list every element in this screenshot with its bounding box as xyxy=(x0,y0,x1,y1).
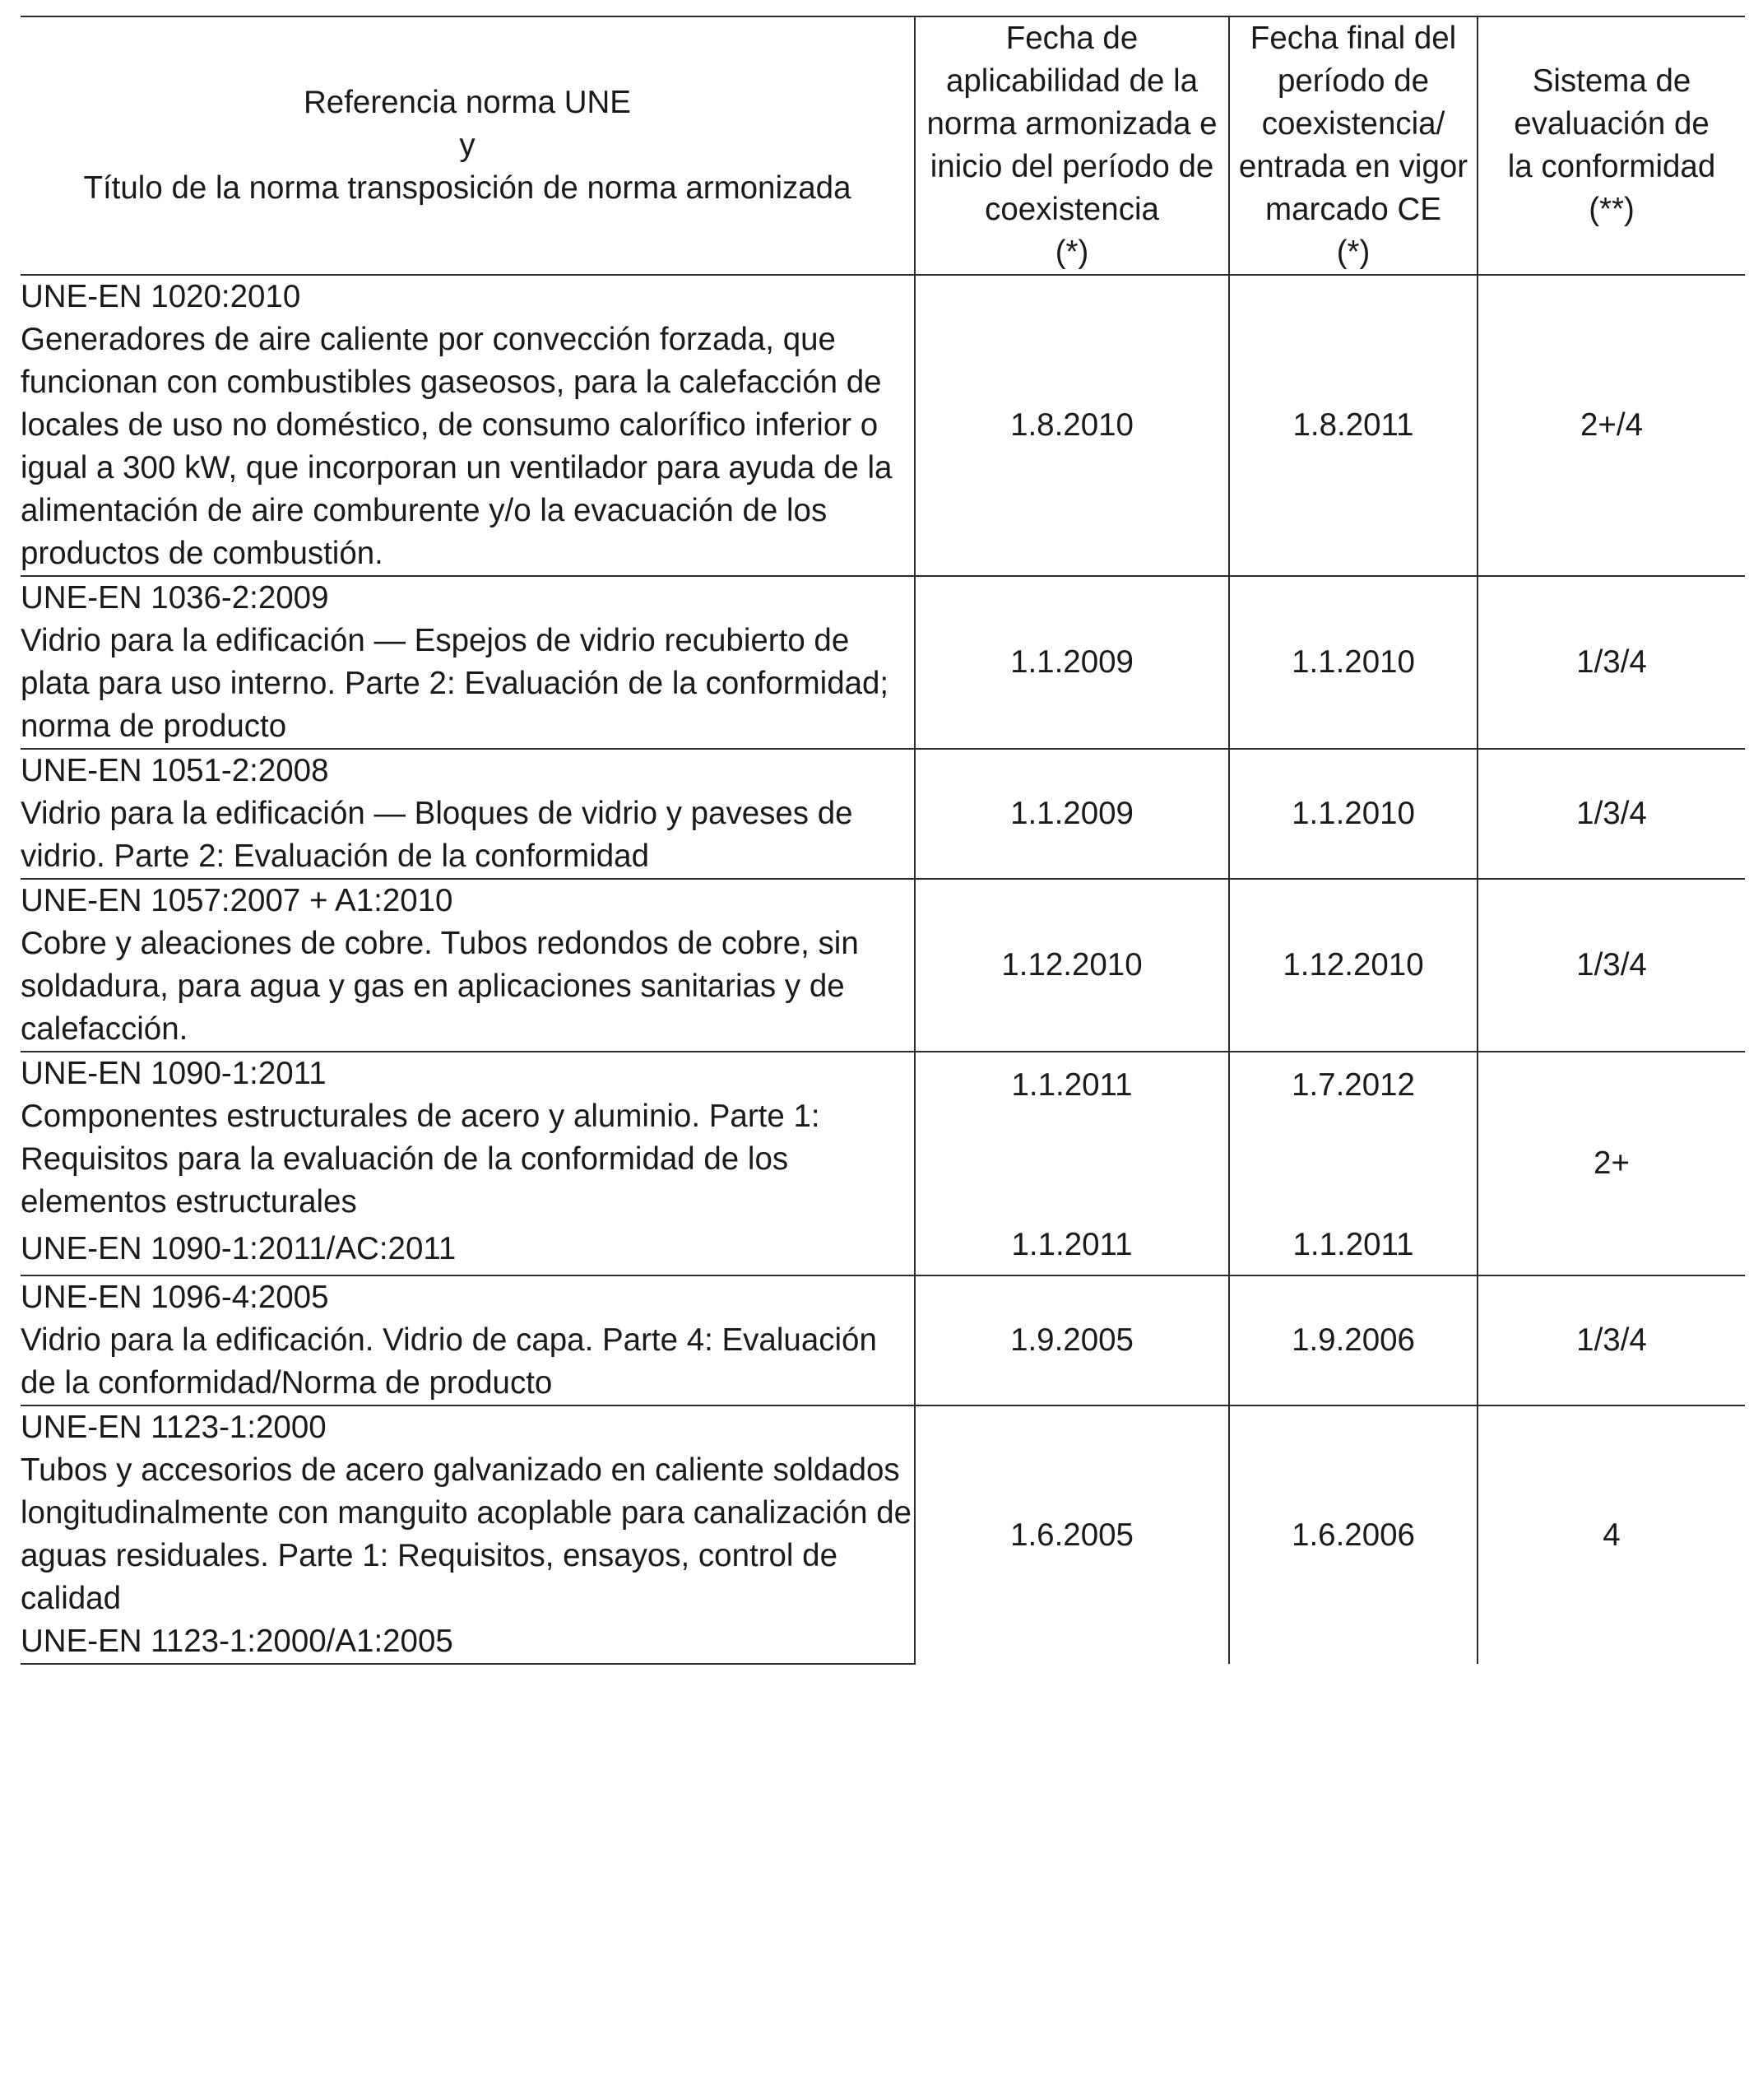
table-row xyxy=(21,1405,1745,1449)
applicability-date: 1.9.2005 xyxy=(915,1275,1229,1405)
table-row xyxy=(21,1275,1745,1319)
standard-title: Vidrio para la edificación — Espejos de vidrio recubierto de plata para uso interno. Parte 2: Evaluación de la conformidad; norma de producto xyxy=(21,623,889,744)
conformity-system: 1/3/4 xyxy=(1478,1275,1745,1405)
standard-reference: UNE-EN 1057:2007 + A1:2010 xyxy=(21,879,915,922)
standard-reference: UNE-EN 1020:2010 xyxy=(21,275,915,318)
standard-title: Componentes estructurales de acero y aluminio. Parte 1: Requisitos para la evaluación de la conformidad de los elementos estructurales xyxy=(21,1099,820,1220)
end-date: 1.7.2012 xyxy=(1229,1052,1478,1224)
conformity-system: 2+ xyxy=(1478,1052,1745,1275)
standard-reference: UNE-EN 1051-2:2008 xyxy=(21,749,915,792)
applicability-date: 1.1.2009 xyxy=(915,576,1229,749)
conformity-system: 1/3/4 xyxy=(1478,879,1745,1052)
end-date: 1.12.2010 xyxy=(1229,879,1478,1052)
applicability-date: 1.1.2011 xyxy=(915,1052,1229,1224)
header-applicability-date: Fecha de aplicabilidad de la norma armonizada e inicio del período de coexistencia (*) xyxy=(915,16,1229,275)
standard-title: Vidrio para la edificación. Vidrio de capa. Parte 4: Evaluación de la conformidad/Norma de producto xyxy=(21,1322,877,1401)
amendment-reference: UNE-EN 1090-1:2011/AC:2011 xyxy=(21,1224,915,1275)
table-row xyxy=(21,576,1745,620)
table-row xyxy=(21,749,1745,792)
header-conformity-system: Sistema de evaluación de la conformidad (**) xyxy=(1478,16,1745,275)
end-date: 1.1.2010 xyxy=(1229,576,1478,749)
end-date: 1.8.2011 xyxy=(1229,275,1478,576)
amendment-applicability-date: 1.1.2011 xyxy=(915,1224,1229,1275)
standard-title: Tubos y accesorios de acero galvanizado en caliente soldados longitudinalmente con manguito acoplable para canalización de aguas residuales. Parte 1: Requisitos, ensayos, control de calidad xyxy=(21,1452,912,1616)
table-row xyxy=(21,275,1745,318)
applicability-date: 1.1.2009 xyxy=(915,749,1229,879)
header-reference-title: Referencia norma UNE y Título de la norma transposición de norma armonizada xyxy=(21,16,915,275)
table-row xyxy=(21,1052,1745,1095)
applicability-date: 1.6.2005 xyxy=(915,1405,1229,1664)
table-row xyxy=(21,879,1745,922)
header-row xyxy=(21,16,1745,275)
standard-reference: UNE-EN 1090-1:2011 xyxy=(21,1052,915,1095)
conformity-system: 1/3/4 xyxy=(1478,749,1745,879)
standard-title: Generadores de aire caliente por convección forzada, que funcionan con combustibles gaseosos, para la calefacción de locales de uso no doméstico, de consumo calorífico inferior o igual a 300 kW, que incorporan un ventilador para ayuda de la alimentación de aire comburente y/o la evacuación de los productos de combustión. xyxy=(21,322,893,571)
applicability-date: 1.12.2010 xyxy=(915,879,1229,1052)
harmonized-standards-table xyxy=(21,16,1745,1665)
standard-reference: UNE-EN 1036-2:2009 xyxy=(21,576,915,620)
amendment-end-date: 1.1.2011 xyxy=(1229,1224,1478,1275)
header-end-date: Fecha final del período de coexistencia/ entrada en vigor marcado CE (*) xyxy=(1229,16,1478,275)
conformity-system: 2+/4 xyxy=(1478,275,1745,576)
conformity-system: 1/3/4 xyxy=(1478,576,1745,749)
page xyxy=(21,16,1745,1665)
standard-title: Vidrio para la edificación — Bloques de vidrio y paveses de vidrio. Parte 2: Evaluación de la conformidad xyxy=(21,796,853,874)
conformity-system: 4 xyxy=(1478,1405,1745,1664)
end-date: 1.1.2010 xyxy=(1229,749,1478,879)
standard-title: Cobre y aleaciones de cobre. Tubos redondos de cobre, sin soldadura, para agua y gas en aplicaciones sanitarias y de calefacción. xyxy=(21,926,859,1047)
end-date: 1.6.2006 xyxy=(1229,1405,1478,1664)
amendment-reference: UNE-EN 1123-1:2000/A1:2005 xyxy=(21,1620,915,1664)
applicability-date: 1.8.2010 xyxy=(915,275,1229,576)
end-date: 1.9.2006 xyxy=(1229,1275,1478,1405)
standard-reference: UNE-EN 1123-1:2000 xyxy=(21,1405,915,1449)
standard-reference: UNE-EN 1096-4:2005 xyxy=(21,1275,915,1319)
